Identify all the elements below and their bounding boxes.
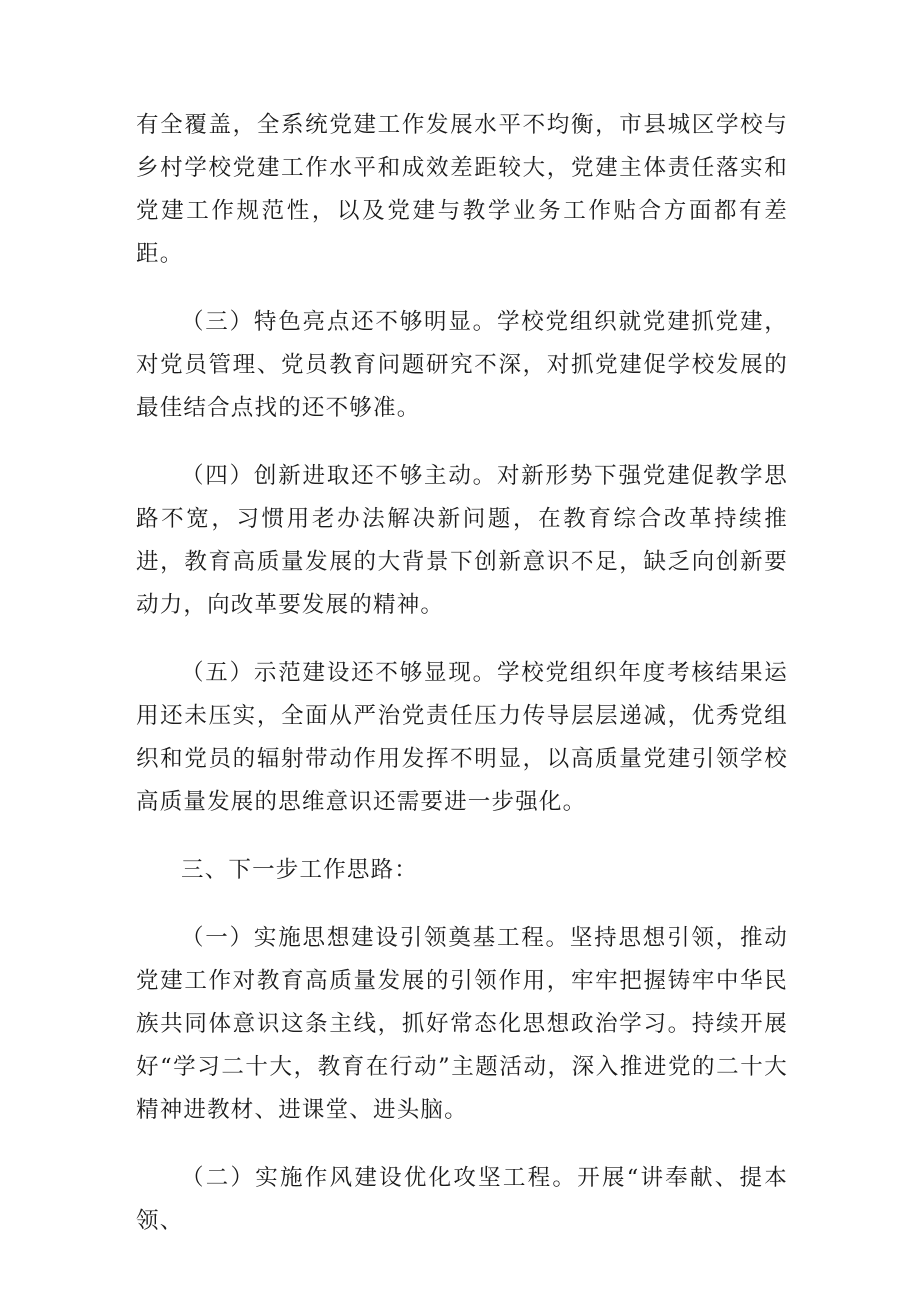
paragraph-continuation: 有全覆盖，全系统党建工作发展水平不均衡，市县城区学校与乡村学校党建工作水平和成效差距较大，党建主体责任落实和党建工作规范性，以及党建与教学业务工作贴合方面都有差距。 <box>136 112 788 267</box>
section-heading: 三、下一步工作思路： <box>181 857 419 883</box>
paragraph-item-4: （四）创新进取还不够主动。对新形势下强党建促教学思路不宽，习惯用老办法解决新问题，在教育综合改革持续推进，教育高质量发展的大背景下创新意识不足，缺乏向创新要动力，向改革要发展的精神。 <box>136 463 788 618</box>
paragraph-plan-1: （一）实施思想建设引领奠基工程。坚持思想引领，推动党建工作对教育高质量发展的引领作用，牢牢把握铸牢中华民族共同体意识这条主线，抓好常态化思想政治学习。持续开展好“学习二十大，教育在行动”主题活动，深入推进党的二十大精神进教材、进课堂、进头脑。 <box>136 925 788 1123</box>
paragraph-item-5: （五）示范建设还不够显现。学校党组织年度考核结果运用还未压实，全面从严治党责任压力传导层层递减，优秀党组织和党员的辐射带动作用发挥不明显，以高质量党建引领学校高质量发展的思维意识还需要进一步强化。 <box>136 660 788 815</box>
paragraph-plan-2: （二）实施作风建设优化攻坚工程。开展“讲奉献、提本领、 <box>136 1165 788 1234</box>
paragraph-item-3: （三）特色亮点还不够明显。学校党组织就党建抓党建，对党员管理、党员教育问题研究不深，对抓党建促学校发展的最佳结合点找的还不够准。 <box>136 309 788 421</box>
document-page <box>136 104 788 1243</box>
